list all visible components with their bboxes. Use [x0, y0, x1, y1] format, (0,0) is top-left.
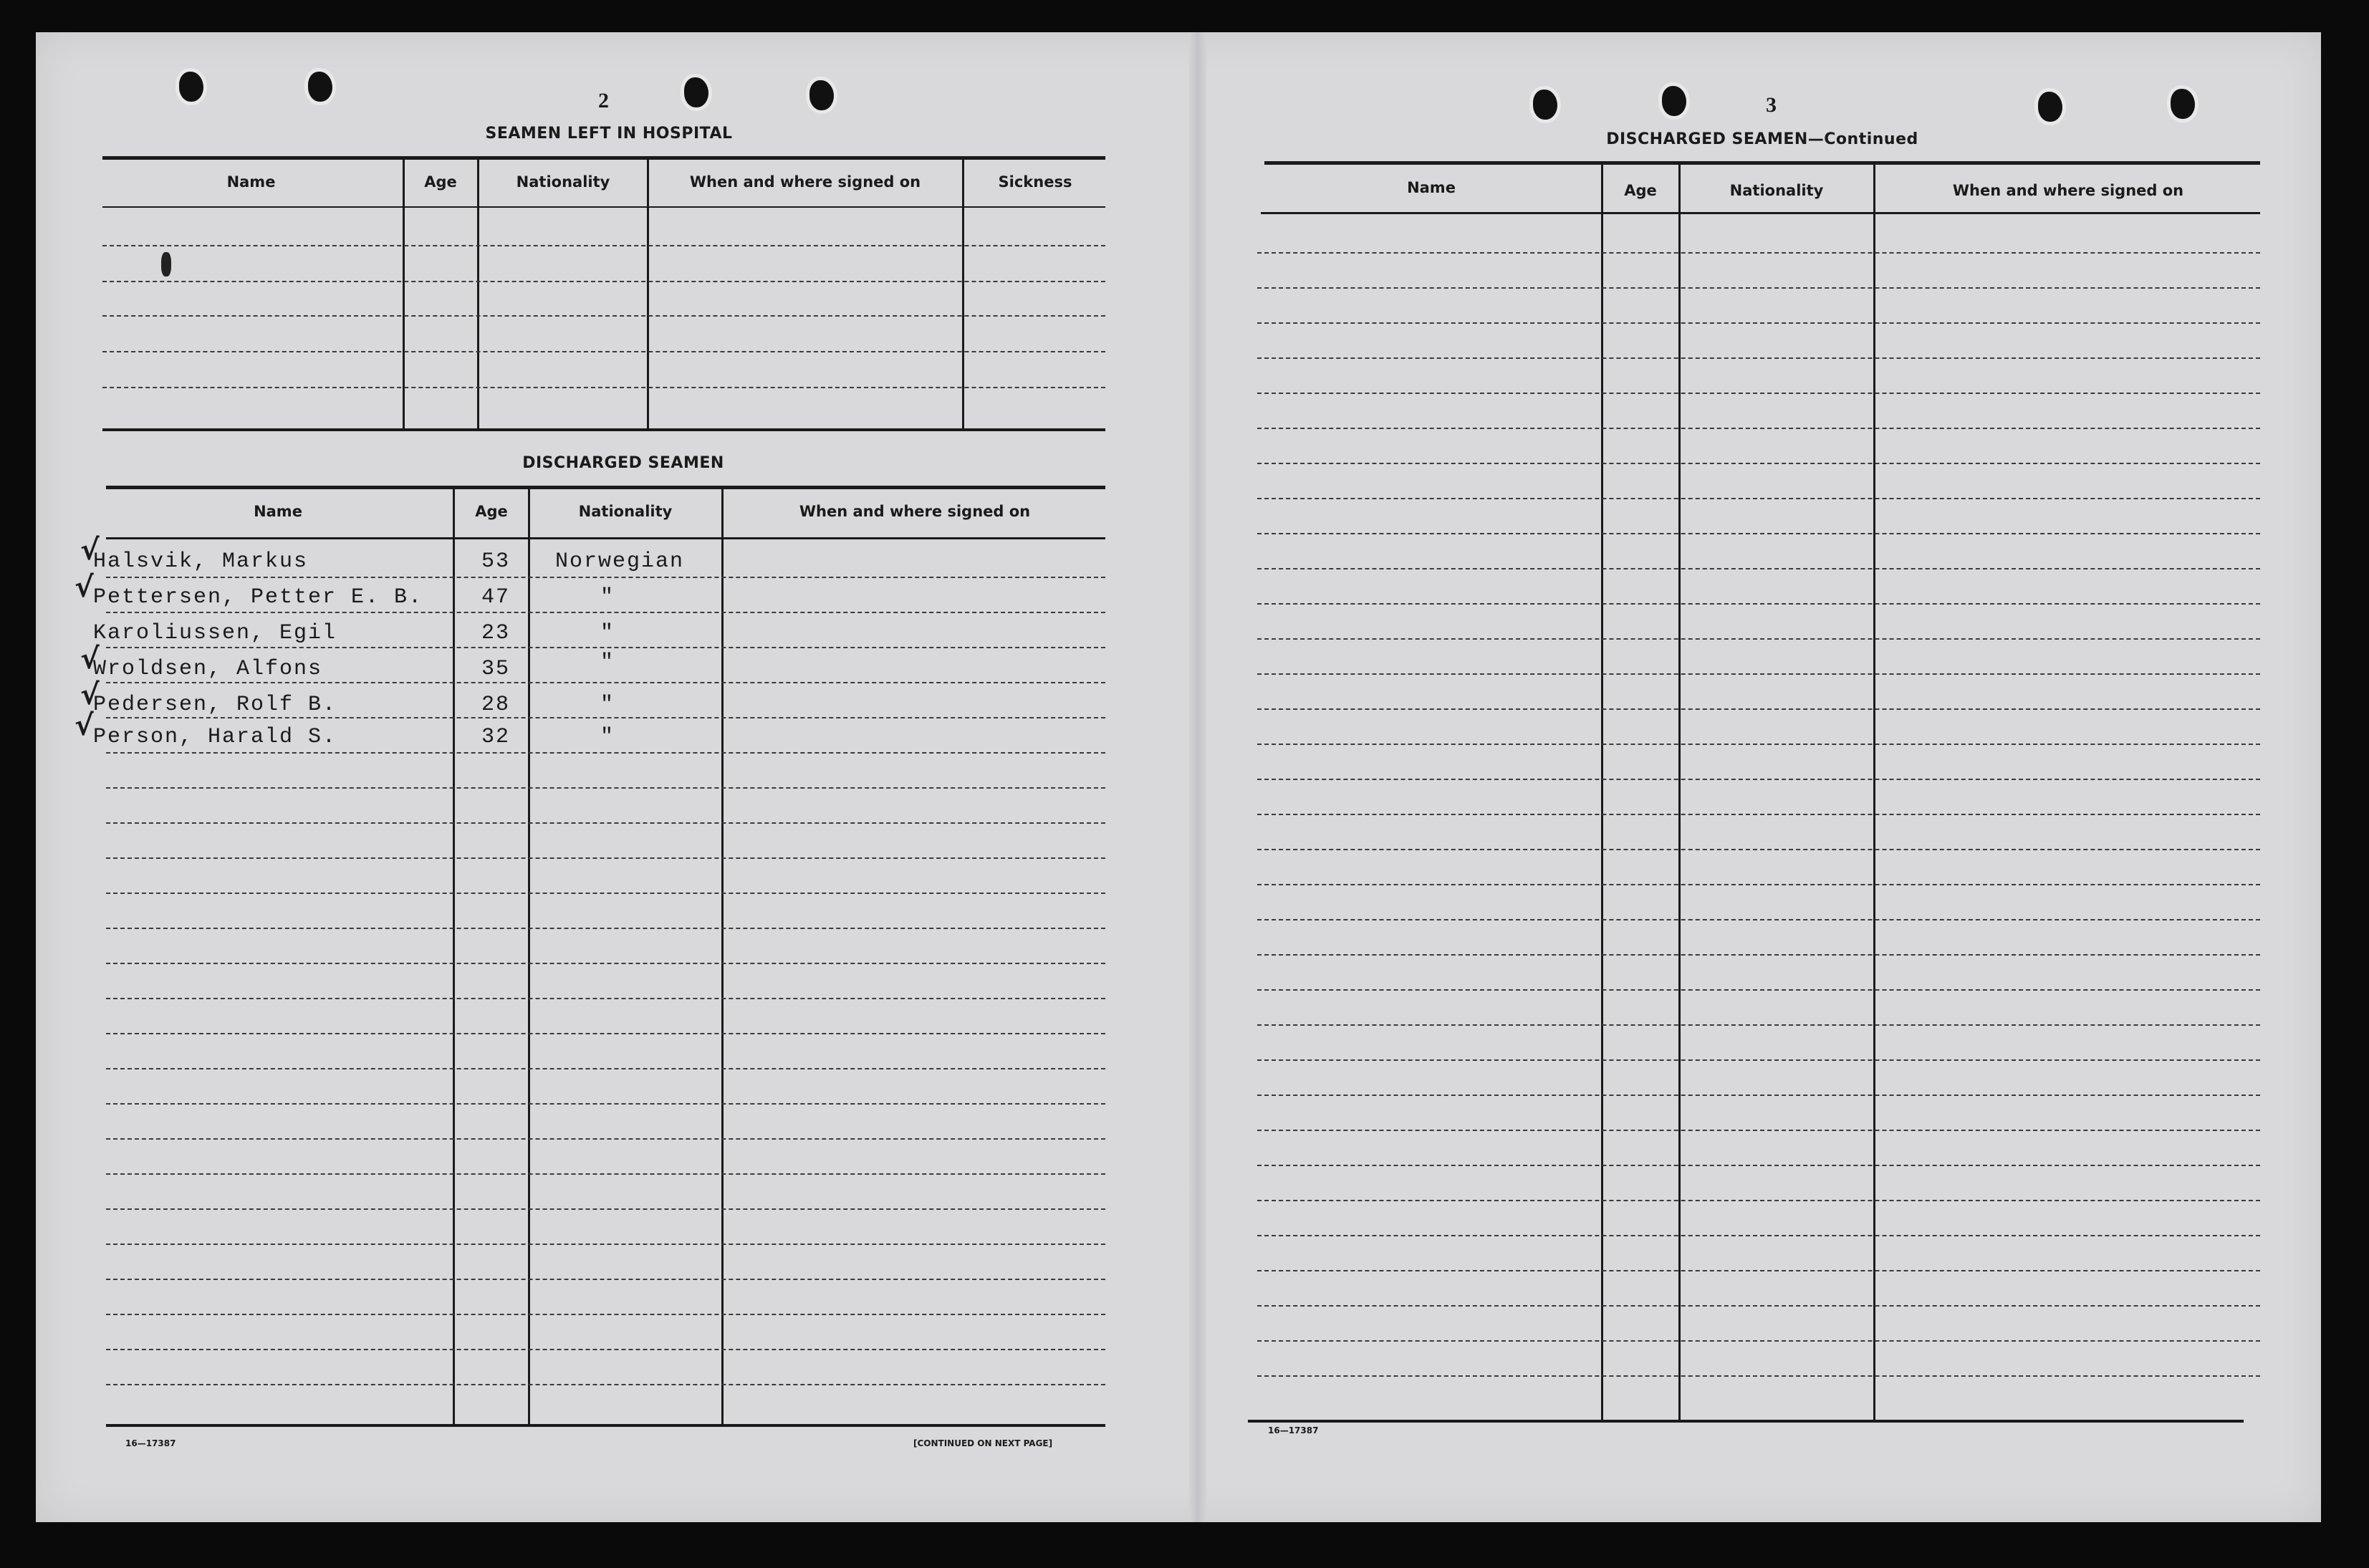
seaman-age: 32 — [481, 725, 511, 749]
table-row — [1257, 1130, 2260, 1131]
table-row — [106, 787, 1105, 789]
seaman-age: 23 — [481, 621, 511, 645]
table-row — [106, 717, 1105, 718]
discharged-section-title: DISCHARGED SEAMEN — [522, 454, 724, 472]
discharged-col-nationality: Nationality — [578, 503, 673, 520]
punch-hole — [2038, 92, 2062, 122]
punch-hole — [1662, 86, 1686, 116]
section-title-main: DISCHARGED SEAMEN — [1606, 130, 1808, 148]
punch-hole — [684, 77, 708, 107]
discharged-table-bottom-rule — [106, 1424, 1105, 1427]
table-row — [106, 612, 1105, 613]
hospital-col-divider — [647, 159, 649, 430]
discharged-col-age: Age — [475, 503, 508, 520]
table-row — [1257, 849, 2260, 850]
table-row — [106, 1173, 1105, 1175]
table-row — [106, 1314, 1105, 1315]
table-row — [106, 682, 1105, 683]
table-row — [106, 1244, 1105, 1245]
hospital-table-row — [102, 315, 1105, 317]
table-row — [1257, 954, 2260, 956]
table-row — [1257, 287, 2260, 289]
table-row — [1257, 1235, 2260, 1236]
seaman-age: 28 — [481, 693, 511, 717]
table-row — [106, 647, 1105, 648]
hospital-table-row — [102, 387, 1105, 388]
table-row — [1257, 1059, 2260, 1061]
table-row — [1257, 393, 2260, 394]
check-mark: √ — [80, 643, 100, 675]
hospital-table-row — [102, 281, 1105, 282]
continued-col-nationality: Nationality — [1729, 182, 1824, 199]
table-row — [106, 1068, 1105, 1069]
hospital-table-top-rule — [102, 156, 1105, 160]
hospital-col-sickness: Sickness — [998, 173, 1072, 191]
ink-smudge — [161, 252, 171, 276]
seaman-age: 35 — [481, 657, 511, 681]
seaman-nationality: " — [600, 621, 615, 645]
discharged-col-divider — [453, 489, 455, 1425]
table-row — [106, 1279, 1105, 1280]
discharged-table-header-rule — [106, 537, 1105, 539]
table-row — [106, 1033, 1105, 1034]
table-row — [106, 1349, 1105, 1350]
hospital-col-signed-on: When and where signed on — [689, 173, 921, 191]
table-row — [1257, 779, 2260, 780]
page-number: 2 — [598, 89, 609, 112]
hospital-col-divider — [403, 159, 405, 430]
table-row — [1257, 989, 2260, 991]
table-row — [1257, 428, 2260, 429]
check-mark: √ — [80, 678, 100, 711]
discharged-col-name: Name — [254, 503, 302, 520]
table-row — [1257, 463, 2260, 464]
document-paper — [36, 32, 2321, 1522]
table-row — [106, 577, 1105, 578]
continued-col-name: Name — [1407, 179, 1456, 196]
continued-table-header-rule — [1261, 212, 2260, 214]
table-row — [1257, 533, 2260, 534]
hospital-col-divider — [962, 159, 964, 430]
discharged-table-top-rule — [106, 486, 1105, 489]
hospital-table-header-rule — [102, 206, 1105, 208]
seaman-nationality: Norwegian — [555, 549, 685, 574]
table-row — [1257, 919, 2260, 920]
seaman-name: Wroldsen, Alfons — [93, 657, 323, 681]
seaman-age: 47 — [481, 585, 511, 610]
table-row — [1257, 708, 2260, 710]
seaman-name: Pedersen, Rolf B. — [93, 693, 337, 717]
discharged-continued-title — [1562, 130, 1963, 148]
form-number: 16—17387 — [125, 1438, 176, 1448]
table-row — [1257, 322, 2260, 324]
punch-hole — [179, 72, 203, 102]
continued-col-divider — [1873, 165, 1875, 1420]
table-row — [1257, 638, 2260, 640]
check-mark: √ — [75, 571, 94, 604]
table-row — [1257, 884, 2260, 885]
continued-note: [CONTINUED ON NEXT PAGE] — [913, 1438, 1053, 1448]
seaman-nationality: " — [600, 650, 615, 675]
table-row — [1257, 1024, 2260, 1026]
seaman-name: Person, Harald S. — [93, 725, 337, 749]
discharged-col-signed-on: When and where signed on — [799, 503, 1031, 520]
hospital-table-bottom-rule — [102, 428, 1105, 431]
page-number: 3 — [1766, 93, 1777, 117]
table-row — [1257, 744, 2260, 745]
page-fold — [1189, 32, 1206, 1522]
seaman-nationality: " — [600, 585, 615, 610]
table-row — [1257, 603, 2260, 605]
hospital-col-divider — [477, 159, 479, 430]
discharged-col-divider — [721, 489, 724, 1425]
seaman-name: Halsvik, Markus — [93, 549, 309, 574]
continued-table-bottom-rule — [1248, 1420, 2244, 1423]
table-row — [106, 822, 1105, 824]
continued-col-divider — [1678, 165, 1681, 1420]
seaman-name: Karoliussen, Egil — [93, 621, 337, 645]
hospital-col-name: Name — [226, 173, 276, 191]
punch-hole — [2171, 89, 2195, 119]
continued-col-signed-on: When and where signed on — [1952, 182, 2184, 199]
seaman-nationality: " — [600, 693, 615, 717]
table-row — [1257, 1340, 2260, 1342]
section-title-suffix: —Continued — [1807, 130, 1918, 148]
punch-hole — [809, 80, 834, 110]
table-row — [1257, 673, 2260, 675]
discharged-col-divider — [528, 489, 530, 1425]
table-row — [106, 1384, 1105, 1385]
table-row — [1257, 1270, 2260, 1271]
punch-hole — [1533, 90, 1557, 120]
table-row — [1257, 1375, 2260, 1377]
table-row — [1257, 1305, 2260, 1307]
table-row — [1257, 1200, 2260, 1201]
table-row — [106, 857, 1105, 859]
table-row — [106, 1208, 1105, 1210]
continued-table-top-rule — [1264, 161, 2260, 165]
table-row — [1257, 1165, 2260, 1166]
table-row — [1257, 814, 2260, 815]
check-mark: √ — [75, 709, 94, 742]
seaman-name: Pettersen, Petter E. B. — [93, 585, 423, 610]
table-row — [1257, 498, 2260, 499]
seaman-age: 53 — [481, 549, 511, 574]
table-row — [106, 1138, 1105, 1140]
seaman-nationality: " — [600, 725, 615, 749]
table-row — [1257, 252, 2260, 254]
table-row — [106, 752, 1105, 754]
form-number: 16—17387 — [1268, 1425, 1319, 1435]
table-row — [106, 1103, 1105, 1105]
punch-hole — [308, 72, 332, 102]
table-row — [106, 928, 1105, 929]
hospital-section-title: SEAMEN LEFT IN HOSPITAL — [485, 125, 733, 143]
table-row — [106, 963, 1105, 964]
table-row — [106, 893, 1105, 894]
check-mark: √ — [80, 534, 100, 567]
hospital-col-nationality: Nationality — [516, 173, 610, 191]
hospital-table-row — [102, 351, 1105, 352]
table-row — [106, 998, 1105, 999]
hospital-col-age: Age — [424, 173, 457, 191]
table-row — [1257, 357, 2260, 359]
hospital-table-row — [102, 245, 1105, 246]
continued-col-divider — [1601, 165, 1603, 1420]
continued-col-age: Age — [1624, 182, 1657, 199]
table-row — [1257, 1095, 2260, 1096]
table-row — [1257, 568, 2260, 569]
